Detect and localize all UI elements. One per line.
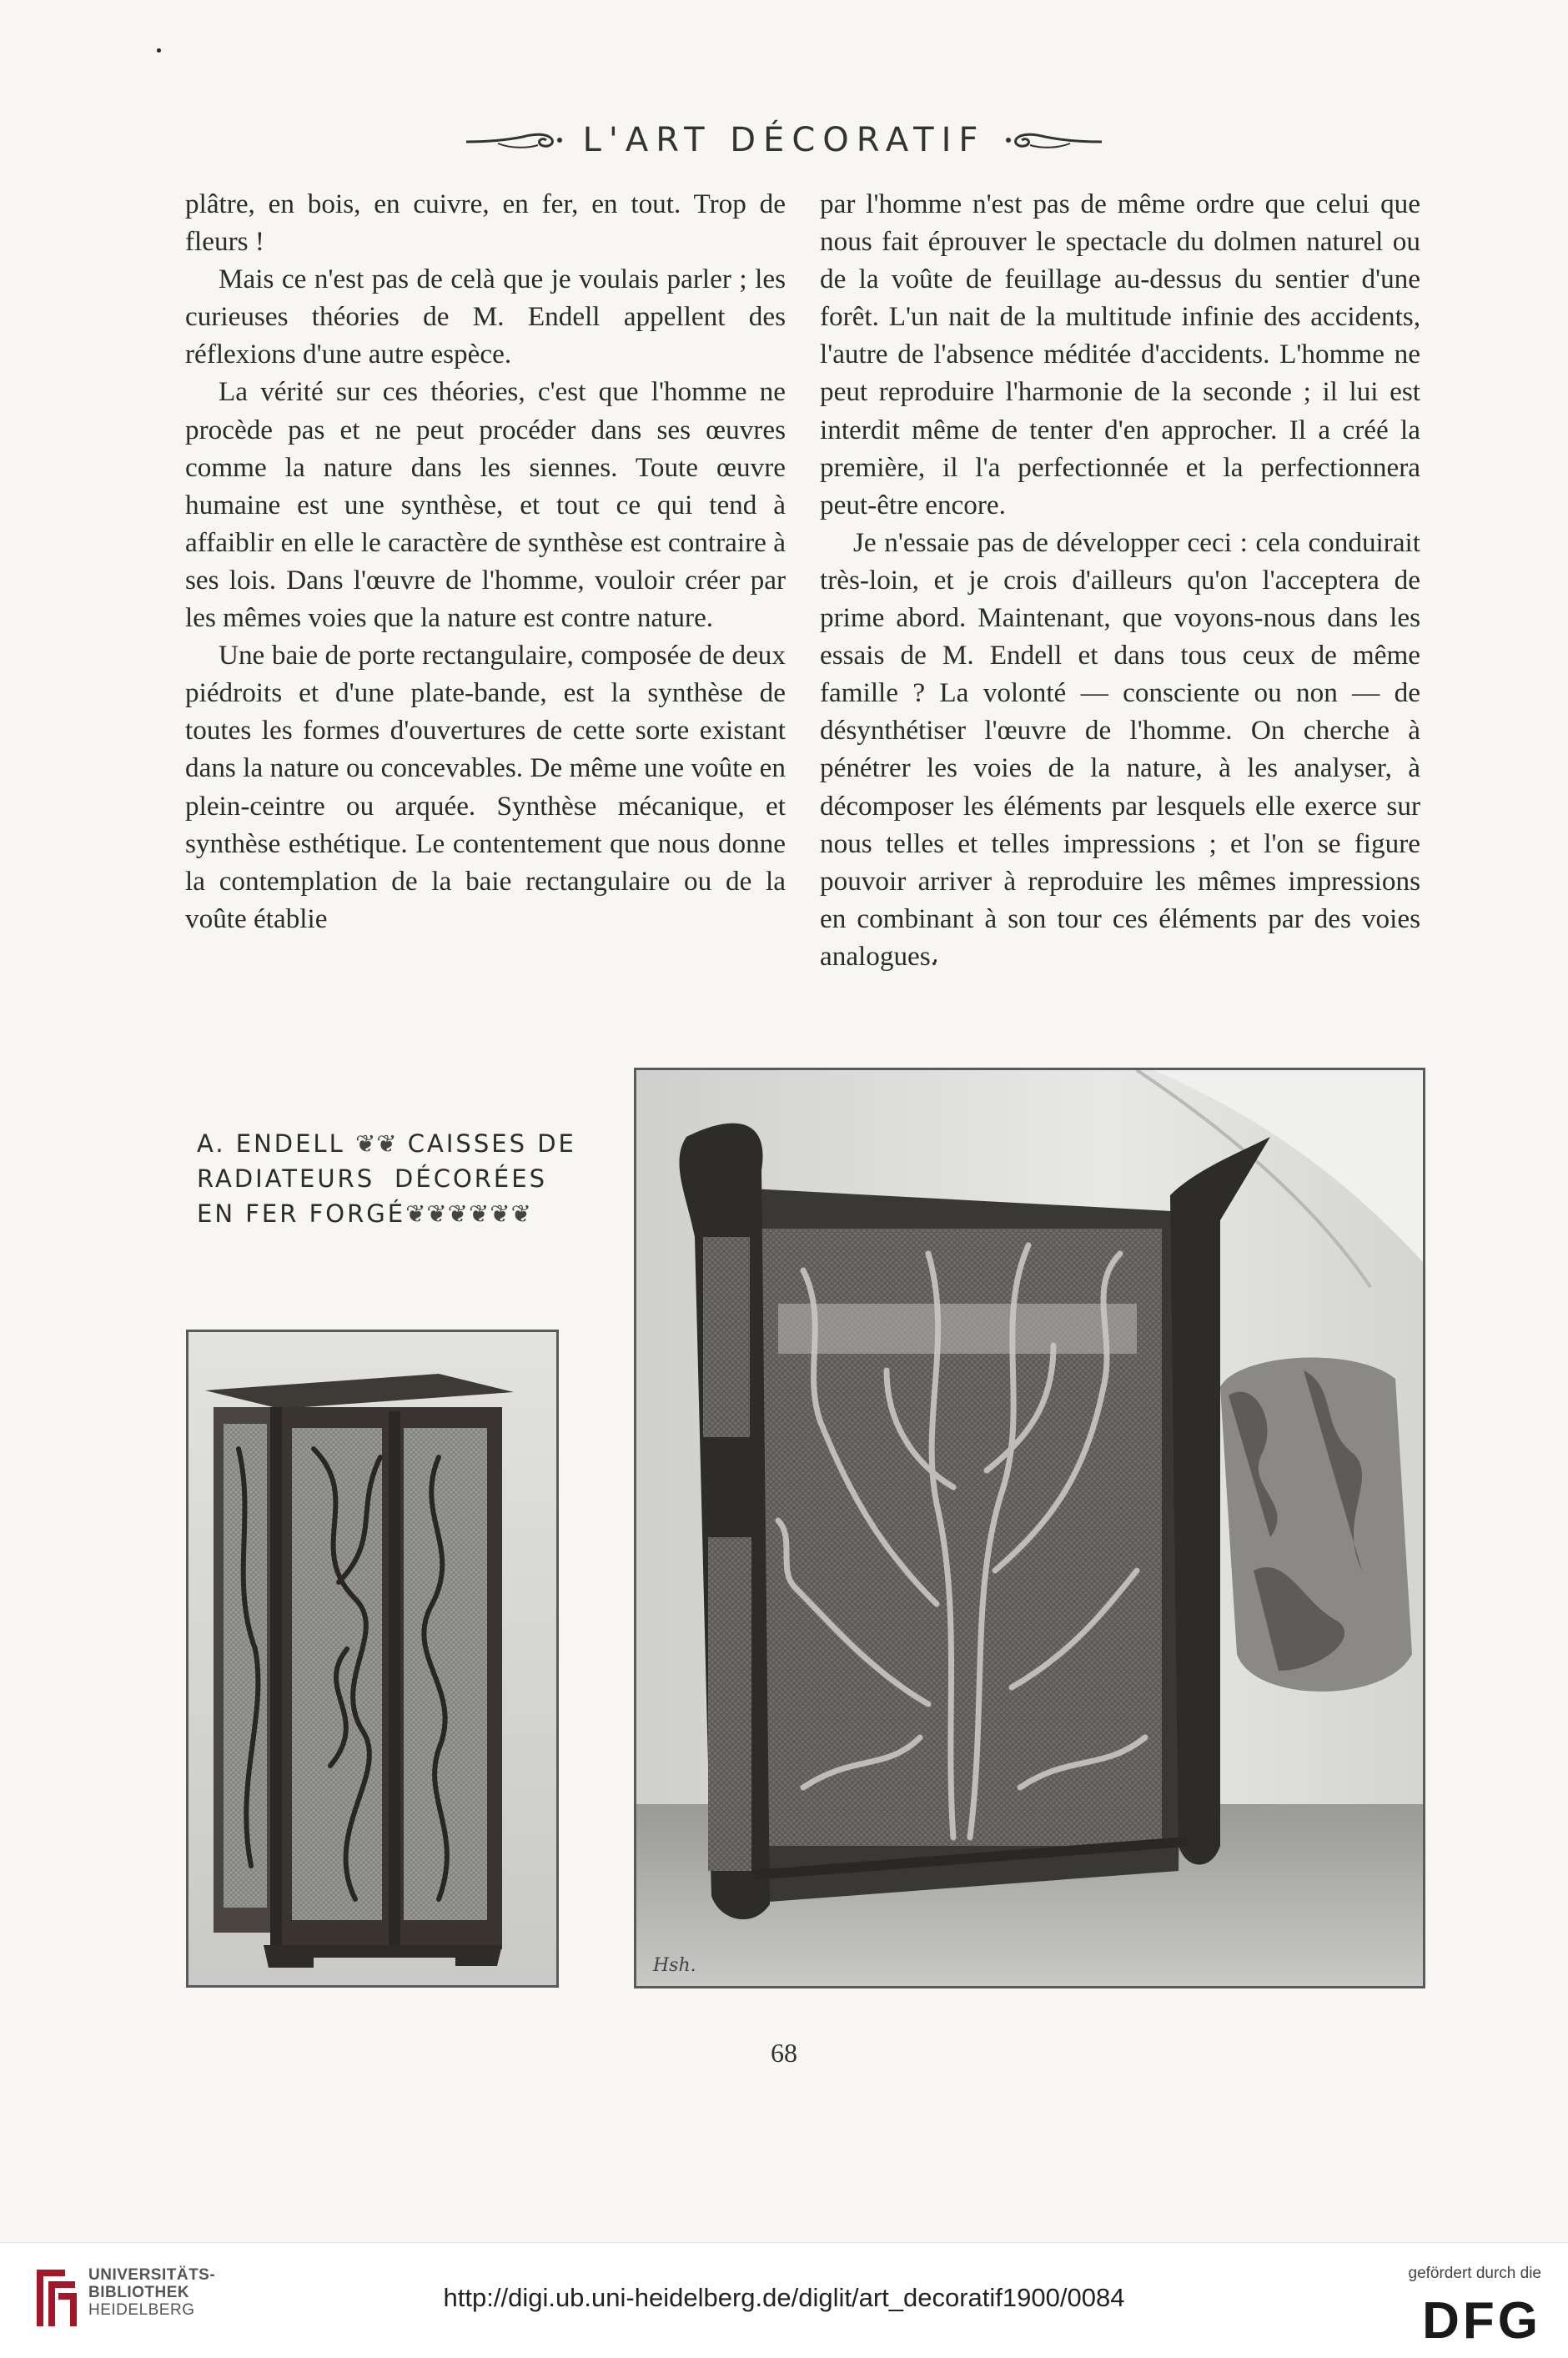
journal-title: L'ART DÉCORATIF	[582, 121, 986, 159]
source-url-link[interactable]: http://digi.ub.uni-heidelberg.de/diglit/art_decoratif1900/0084	[443, 2283, 1125, 2312]
caption-line: A. ENDELL ❦❦ CAISSES DE	[197, 1129, 576, 1158]
paragraph: par l'homme n'est pas de même ordre que celui que nous fait éprouver le spectacle du dolmen naturel ou de la voûte de feuillage au-dessus du sentier d'une forêt. L'un nait de la multitude infinie des accidents, l'autre de l'absence méditée d'accidents. L'homme ne peut reproduire l'harmonie de la seconde ; il lui est interdit même de tenter d'en approcher. Il a créé la première, il l'a perfectionnée et la perfectionnera peut-être encore.	[820, 189, 1420, 520]
header-ornament-left-icon	[465, 123, 565, 157]
figure-caption	[197, 1126, 576, 1231]
radiator-cabinet-illustration	[188, 1332, 556, 1985]
text-column-right	[820, 185, 1420, 975]
text-column-left	[185, 185, 786, 938]
funding-note: gefördert durch die	[1408, 2265, 1541, 2282]
caption-line: RADIATEURS DÉCORÉES	[197, 1164, 547, 1193]
paragraph: La vérité sur ces théories, c'est que l'homme ne procède pas et ne peut procéder dans ses œuvres comme la nature dans les siennes. Toute œuvre humaine est une synthèse, et tout ce qui tend à affaiblir en elle le caractère de synthèse est contraire à ses lois. Dans l'œuvre de l'homme, vouloir créer par les mêmes voies que la nature est contre nature.	[185, 376, 786, 634]
paragraph: plâtre, en bois, en cuivre, en fer, en tout. Trop de fleurs !	[185, 189, 786, 258]
running-header	[0, 115, 1568, 165]
paragraph: Une baie de porte rectangulaire, composée de deux piédroits et d'une plate-bande, est la synthèse de toutes les formes d'ouvertures de cette sorte existant dans la nature ou concevables. De même une voûte en plein-ceintre ou arquée. Synthèse mécanique, et synthèse esthétique. Le contentement que nous donne la contemplation de la baie rectangulaire ou de la voûte établie	[185, 640, 786, 934]
paragraph: Mais ce n'est pas de celà que je voulais parler ; les curieuses théories de M. Endell appellent des réflexions d'une autre espèce.	[185, 264, 786, 370]
paragraph: Je n'essaie pas de développer ceci : cela conduirait très-loin, et je crois d'ailleurs qu'on l'acceptera de prime abord. Maintenant, que voyons-nous dans les essais de M. Endell et dans tous ceux de même famille ? La volonté — consciente ou non — de désynthétiser l'œuvre de l'homme. On cherche à pénétrer les voies de la nature, à les analyser, à décomposer les éléments par lesquels elle exerce sur nous telles et telles impressions ; et l'on se figure pouvoir arriver à reproduire les mêmes impressions en combinant à son tour ces éléments par des voies analogues.	[820, 526, 1420, 972]
photo-signature: Hsh.	[653, 1955, 696, 1976]
dfg-logo: DFG	[1422, 2292, 1541, 2350]
radiator-screen-illustration	[636, 1070, 1423, 1986]
caption-line: EN FER FORGÉ❦❦❦❦❦❦	[197, 1199, 532, 1228]
university-library-name: UNIVERSITÄTS- BIBLIOTHEK HEIDELBERG	[88, 2266, 216, 2319]
photo-radiator-screen	[634, 1068, 1425, 1988]
leaf-ornament-icon: ❦❦❦❦❦❦	[405, 1199, 532, 1228]
photo-radiator-cabinet	[186, 1330, 559, 1988]
page-number: 68	[771, 2038, 797, 2068]
header-ornament-right-icon	[1003, 123, 1103, 157]
paper-speck	[157, 48, 161, 53]
leaf-ornament-icon: ❦❦	[354, 1129, 398, 1158]
digitization-footer	[0, 2242, 1568, 2358]
